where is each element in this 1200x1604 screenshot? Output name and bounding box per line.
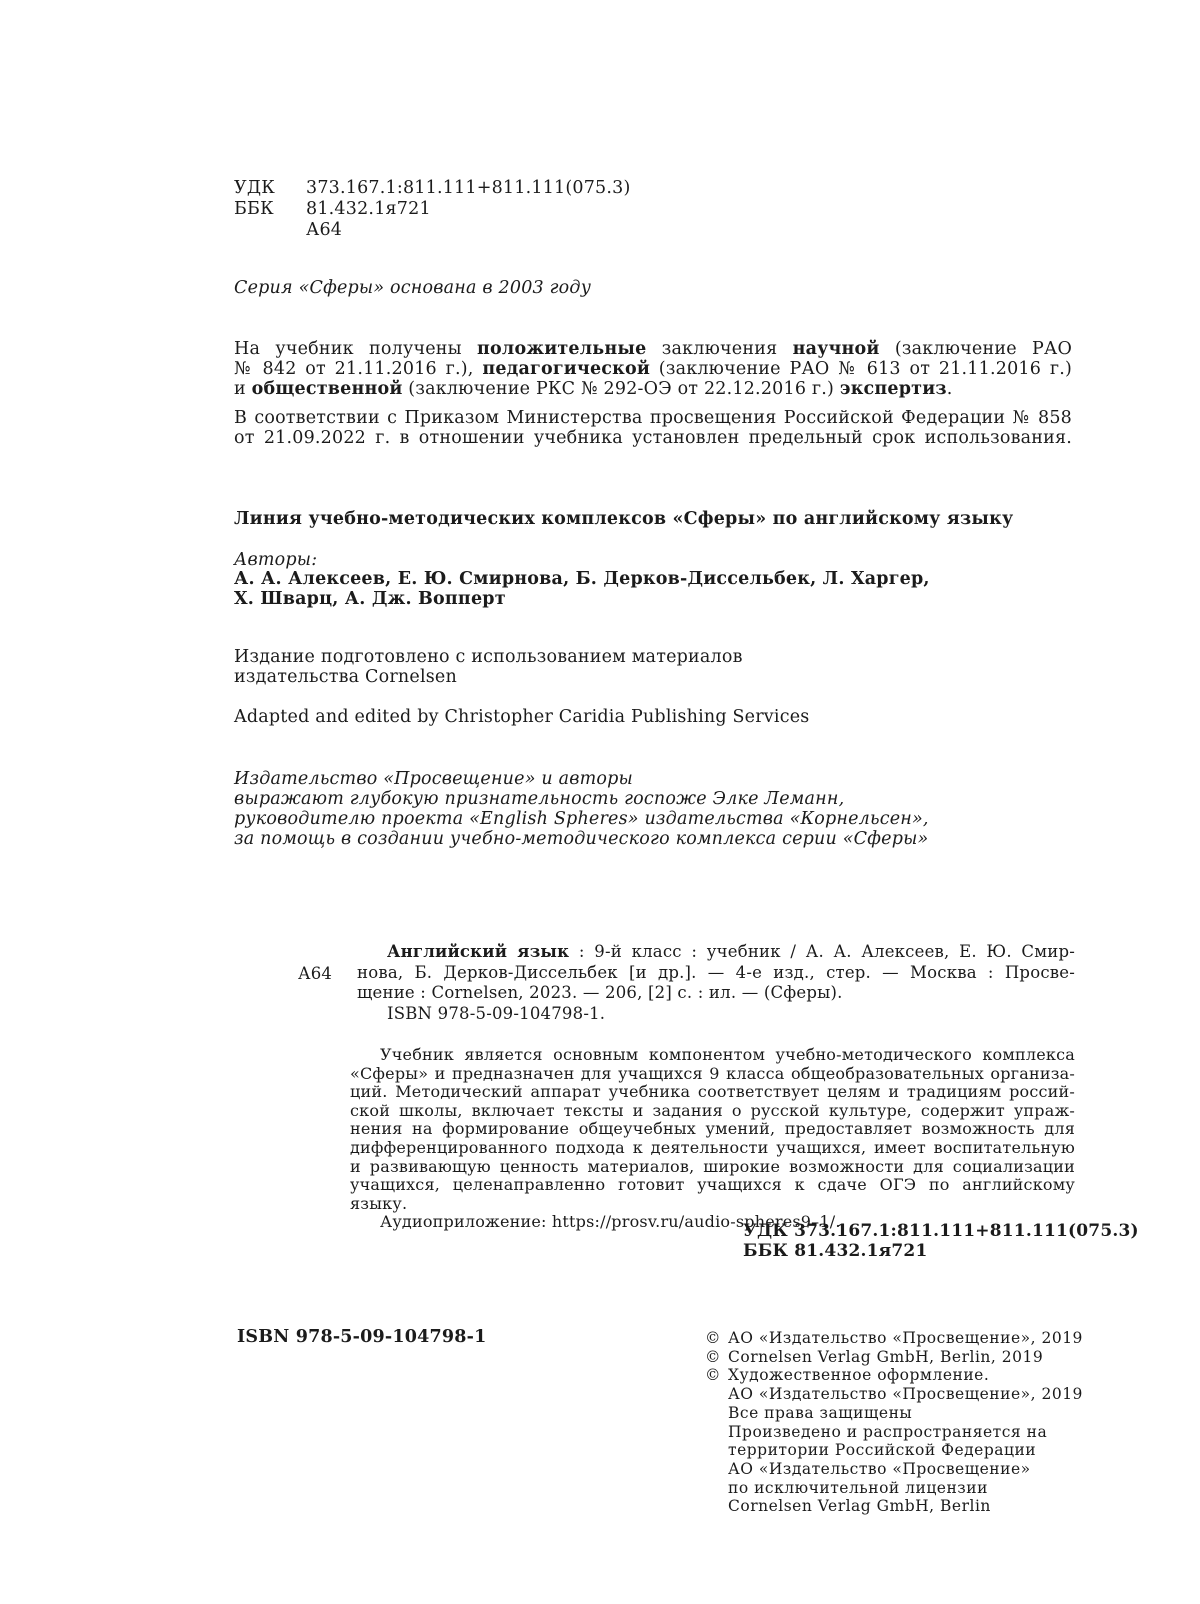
copyright-block (705, 1329, 1083, 1516)
copyright-line: Все права защищены (728, 1403, 913, 1422)
authors-label: Авторы: (234, 550, 318, 570)
annotation-line: нения на формирование общеучебных умений, предоставляет возможность для (350, 1119, 1075, 1139)
catalog-card-line: Английский язык : 9-й класс : учебник / А. А. Алексеев, Е. Ю. Смир- (387, 942, 1075, 961)
edition-note (234, 648, 743, 687)
author-sign-line (234, 220, 631, 241)
copyright-line: по исключительной лицензии (728, 1478, 988, 1497)
paragraph-line: № 842 от 21.11.2016 г.), педагогической (заключение РАО № 613 от 21.11.2016 г.) (234, 359, 1072, 379)
annotation-line: ской школы, включает тексты и задания о русской культуре, содержит упраж- (350, 1100, 1075, 1120)
copyright-symbol: © (705, 1329, 721, 1347)
audio-app-line: Аудиоприложение: https://prosv.ru/audio-spheres9–1/. (380, 1212, 841, 1232)
catalog-card-isbn: ISBN 978-5-09-104798-1. (387, 1003, 606, 1023)
paragraph-line: и общественной (заключение РКС № 292-ОЭ от 22.12.2016 г.) экспертиз. (234, 379, 953, 399)
expertise-paragraph (234, 339, 1072, 399)
udk-line (234, 178, 631, 199)
author-sign: А64 (306, 220, 343, 240)
copyright-symbol: © (705, 1366, 721, 1385)
copyright-line: Произведено и распространяется на (728, 1422, 1048, 1441)
bbk-line: ББК 81.432.1я721 (743, 1240, 928, 1261)
catalog-card (357, 942, 1075, 1024)
umk-series-heading: Линия учебно-методических комплексов «Сферы» по английскому языку (234, 509, 1014, 529)
catalog-author-sign: А64 (298, 964, 333, 983)
copyright-line: © Cornelsen Verlag GmbH, Berlin, 2019 (705, 1347, 1044, 1366)
copyright-line: Cornelsen Verlag GmbH, Berlin (728, 1497, 991, 1516)
copyright-symbol: © (705, 1347, 721, 1366)
udk-label: УДК (234, 178, 276, 198)
gratitude-line: Издательство «Просвещение» и авторы (234, 769, 634, 789)
copyright-line: © АО «Издательство «Просвещение», 2019 (705, 1329, 1083, 1347)
annotation-line: ций. Методический аппарат учебника соответствует целям и традициям россий- (350, 1082, 1075, 1102)
annotation-line: и развивающую ценность материалов, широкие возможности для социализации (350, 1156, 1075, 1176)
authors-line: А. А. Алексеев, Е. Ю. Смирнова, Б. Дерков-Диссельбек, Л. Харгер, (234, 569, 930, 589)
usage-term-paragraph (234, 408, 1072, 448)
authors-line: Х. Шварц, А. Дж. Вопперт (234, 589, 506, 609)
annotation (350, 1046, 1075, 1232)
copyright-line: АО «Издательство «Просвещение» (728, 1459, 1031, 1478)
copyright-line: АО «Издательство «Просвещение», 2019 (728, 1385, 1083, 1404)
edition-note-line: издательства Cornelsen (234, 666, 457, 687)
series-note: Серия «Сферы» основана в 2003 году (234, 278, 592, 298)
gratitude-line: за помощь в создании учебно-методического комплекса серии «Сферы» (234, 829, 929, 849)
gratitude-line: руководителю проекта «English Spheres» издательства «Корнельсен», (234, 809, 929, 829)
paragraph-line: В соответствии с Приказом Министерства просвещения Российской Федерации № 858 (234, 408, 1072, 428)
udc-line: УДК 373.167.1:811.111+811.111(075.3) (743, 1221, 1139, 1241)
catalog-card-line: щение : Cornelsen, 2023. — 206, [2] с. : ил. — (Сферы). (357, 983, 843, 1002)
udk-value: 373.167.1:811.111+811.111(075.3) (306, 178, 631, 198)
gratitude-line: выражают глубокую признательность госпоже Элке Леманн, (234, 789, 845, 809)
udc-bbk-block (743, 1222, 1139, 1262)
bbk-label: ББК (234, 199, 274, 219)
annotation-line: дифференцированного подхода к деятельности учащихся, имеет воспитательную (350, 1137, 1075, 1157)
gratitude-note (234, 769, 929, 849)
adapted-note: Adapted and edited by Christopher Caridia Publishing Services (234, 707, 810, 727)
paragraph-line: На учебник получены положительные заключения научной (заключение РАО (234, 339, 1073, 359)
paragraph-line: от 21.09.2022 г. в отношении учебника установлен предельный срок использования. (234, 428, 1072, 448)
bibliographic-index (234, 178, 631, 241)
edition-note-line: Издание подготовлено с использованием материалов (234, 647, 743, 667)
annotation-line: «Сферы» и предназначен для учащихся 9 класса общеобразовательных организа- (350, 1063, 1075, 1083)
annotation-line: учащихся, целенаправленно готовит учащихся к сдаче ОГЭ по английскому языку. (350, 1175, 1075, 1213)
bbk-value: 81.432.1я721 (306, 199, 431, 219)
bbk-line (234, 199, 631, 220)
copyright-line: территории Российской Федерации (728, 1441, 1037, 1460)
isbn: ISBN 978-5-09-104798-1 (237, 1327, 487, 1347)
annotation-line: Учебник является основным компонентом учебно-методического комплекса (380, 1045, 1075, 1064)
copyright-line: © Художественное оформление. (705, 1366, 990, 1385)
catalog-card-line: нова, Б. Дерков-Диссельбек [и др.]. — 4-е изд., стер. — Москва : Просве- (357, 962, 1075, 982)
authors-names (234, 569, 930, 609)
